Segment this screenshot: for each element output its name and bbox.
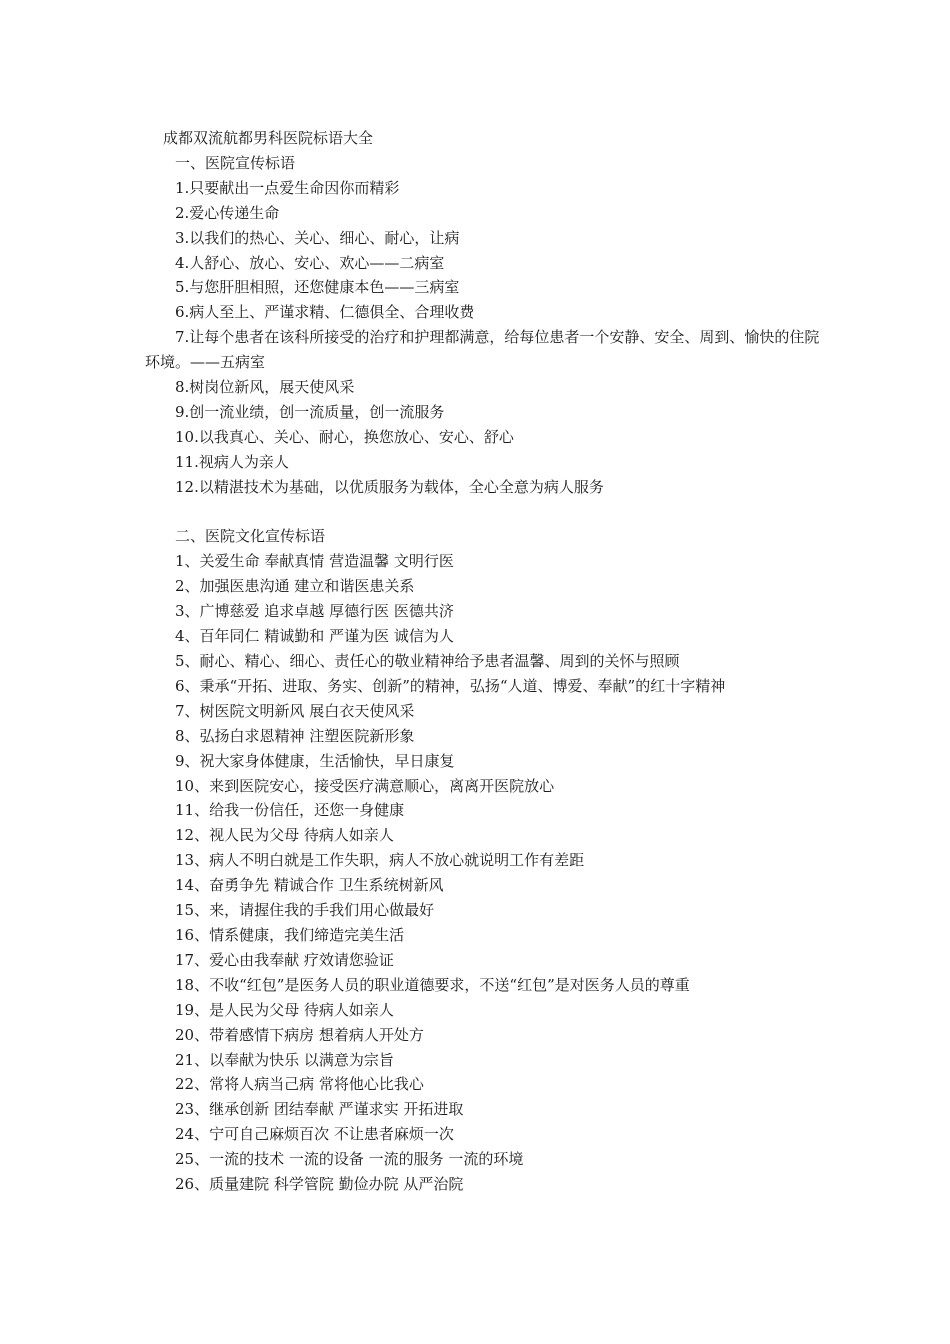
list-item: 7.让每个患者在该科所接受的治疗和护理都满意，给每位患者一个安静、安全、周到、愉快的住院环境。——五病室 [145,328,820,372]
list-item: 9.创一流业绩，创一流质量，创一流服务 [175,402,445,421]
list-item: 18、不收“红包”是医务人员的职业道德要求，不送“红包”是对医务人员的尊重 [175,975,690,994]
list-item: 6、秉承“开拓、进取、务实、创新”的精神，弘扬“人道、博爱、奉献”的红十字精神 [175,676,726,695]
list-item: 7、树医院文明新风 展白衣天使风采 [175,701,415,720]
list-item: 8、弘扬白求恩精神 注塑医院新形象 [175,726,415,745]
list-item: 16、情系健康，我们缔造完美生活 [175,925,405,944]
list-item: 22、常将人病当己病 常将他心比我心 [175,1075,424,1094]
list-item: 24、宁可自己麻烦百次 不让患者麻烦一次 [175,1125,454,1144]
list-item: 5、耐心、精心、细心、责任心的敬业精神给予患者温馨、周到的关怀与照顾 [175,652,680,671]
list-item: 9、祝大家身体健康，生活愉快，早日康复 [175,751,455,770]
list-item: 2、加强医患沟通 建立和谐医患关系 [175,577,415,596]
list-item: 4.人舒心、放心、安心、欢心——二病室 [175,253,445,272]
list-item: 20、带着感情下病房 想着病人开处方 [175,1025,424,1044]
list-item: 3.以我们的热心、关心、细心、耐心，让病 [175,228,460,247]
list-item: 4、百年同仁 精诚勤和 严谨为医 诚信为人 [175,627,454,646]
list-item: 10.以我真心、关心、耐心，换您放心、安心、舒心 [175,427,514,446]
list-item: 23、继承创新 团结奉献 严谨求实 开拓进取 [175,1100,464,1119]
list-item: 5.与您肝胆相照，还您健康本色——三病室 [175,278,460,297]
list-item: 1.只要献出一点爱生命因你而精彩 [175,178,400,197]
list-item: 26、质量建院 科学管院 勤俭办院 从严治院 [175,1175,464,1194]
list-item: 21、以奉献为快乐 以满意为宗旨 [175,1050,394,1069]
list-item: 13、病人不明白就是工作失职，病人不放心就说明工作有差距 [175,851,585,870]
list-item: 12.以精湛技术为基础，以优质服务为载体，全心全意为病人服务 [175,477,604,496]
list-item: 12、视人民为父母 待病人如亲人 [175,826,394,845]
list-item: 14、奋勇争先 精诚合作 卫生系统树新风 [175,876,444,895]
list-item: 8.树岗位新风，展天使风采 [175,378,355,397]
list-item: 11、给我一份信任，还您一身健康 [175,801,405,820]
list-item: 6.病人至上、严谨求精、仁德俱全、合理收费 [175,303,475,322]
document-title: 成都双流航都男科医院标语大全 [163,129,374,147]
list-item: 25、一流的技术 一流的设备 一流的服务 一流的环境 [175,1150,524,1169]
list-item: 1、关爱生命 奉献真情 营造温馨 文明行医 [175,552,454,571]
document-body [145,126,825,1197]
list-item: 17、爱心由我奉献 疗效请您验证 [175,950,394,969]
list-item: 10、来到医院安心，接受医疗满意顺心，离离开医院放心 [175,776,555,795]
section1-heading: 一、医院宣传标语 [175,153,296,172]
blank-line [145,500,825,525]
section2-heading: 二、医院文化宣传标语 [175,527,326,546]
list-item: 15、来，请握住我的手我们用心做最好 [175,901,435,920]
list-item: 3、广博慈爱 追求卓越 厚德行医 医德共济 [175,602,454,621]
list-item: 11.视病人为亲人 [175,452,289,471]
list-item: 2.爱心传递生命 [175,203,280,222]
list-item: 19、是人民为父母 待病人如亲人 [175,1000,394,1019]
